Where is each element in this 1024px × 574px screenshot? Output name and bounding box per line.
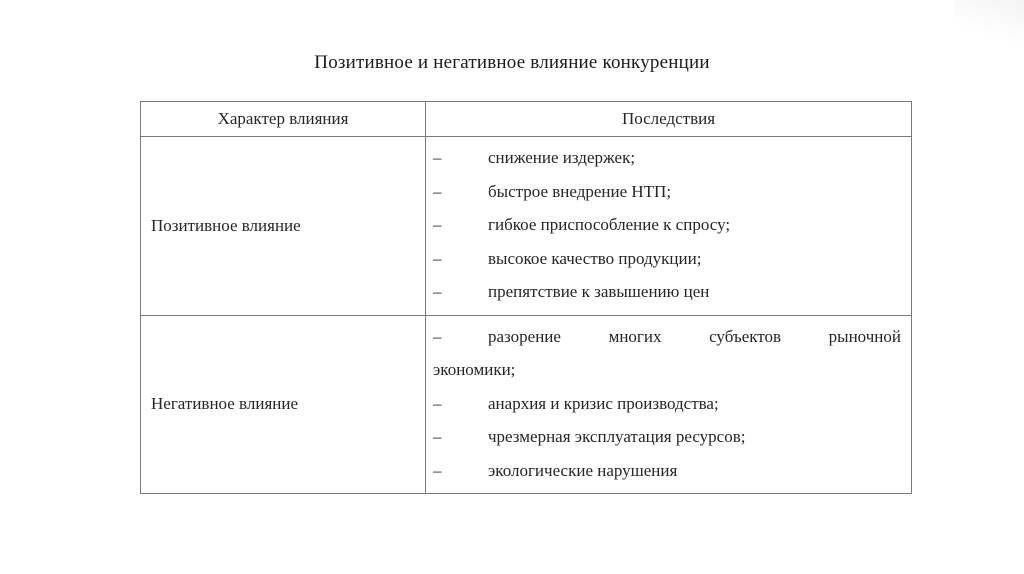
negative-effects-cell [426, 315, 912, 494]
list-item [433, 387, 901, 421]
bullet-dash: – [433, 460, 442, 480]
slide-title: Позитивное и негативное влияние конкуренции [314, 52, 710, 73]
effect-word: рыночной [828, 326, 901, 346]
effect-word: разорение [488, 326, 561, 346]
header-character: Характер влияния [141, 102, 426, 137]
list-item [433, 175, 901, 209]
effect-text: снижение издержек; [488, 148, 636, 167]
negative-influence-label: Негативное влияние [141, 315, 426, 494]
influence-table [140, 101, 912, 494]
header-consequences: Последствия [426, 102, 912, 137]
list-item [433, 242, 901, 276]
bullet-dash: – [433, 282, 442, 301]
effect-text: быстрое внедрение НТП; [488, 181, 672, 201]
effect-text: экологические нарушения [488, 460, 678, 480]
positive-influence-label: Позитивное влияние [141, 137, 426, 316]
effect-text-justified [488, 320, 901, 354]
list-item [433, 420, 901, 454]
bullet-dash: – [433, 248, 442, 268]
effect-text: чрезмерная эксплуатация ресурсов; [488, 427, 746, 446]
effect-text: высокое качество продукции; [488, 248, 702, 268]
effect-word: многих [608, 326, 662, 346]
list-item [433, 320, 901, 354]
table-header-row [141, 102, 912, 137]
bullet-dash: – [433, 181, 442, 201]
table-row-positive [141, 137, 912, 316]
bullet-dash: – [433, 326, 442, 346]
page-fold-decoration [954, 0, 1024, 45]
list-item [433, 454, 901, 488]
bullet-dash: – [433, 215, 442, 234]
effect-continuation: экономики; [433, 360, 516, 379]
list-item [433, 141, 901, 175]
effect-text: препятствие к завышению цен [488, 282, 710, 301]
effect-text: гибкое приспособление к спросу; [488, 215, 731, 234]
positive-effects-cell [426, 137, 912, 316]
bullet-dash: – [433, 427, 442, 446]
bullet-dash: – [433, 148, 442, 167]
effect-text: анархия и кризис производства; [488, 393, 719, 413]
table-row-negative [141, 315, 912, 494]
effect-word: субъектов [709, 326, 782, 346]
list-item [433, 275, 901, 309]
bullet-dash: – [433, 393, 442, 413]
list-item [433, 208, 901, 242]
